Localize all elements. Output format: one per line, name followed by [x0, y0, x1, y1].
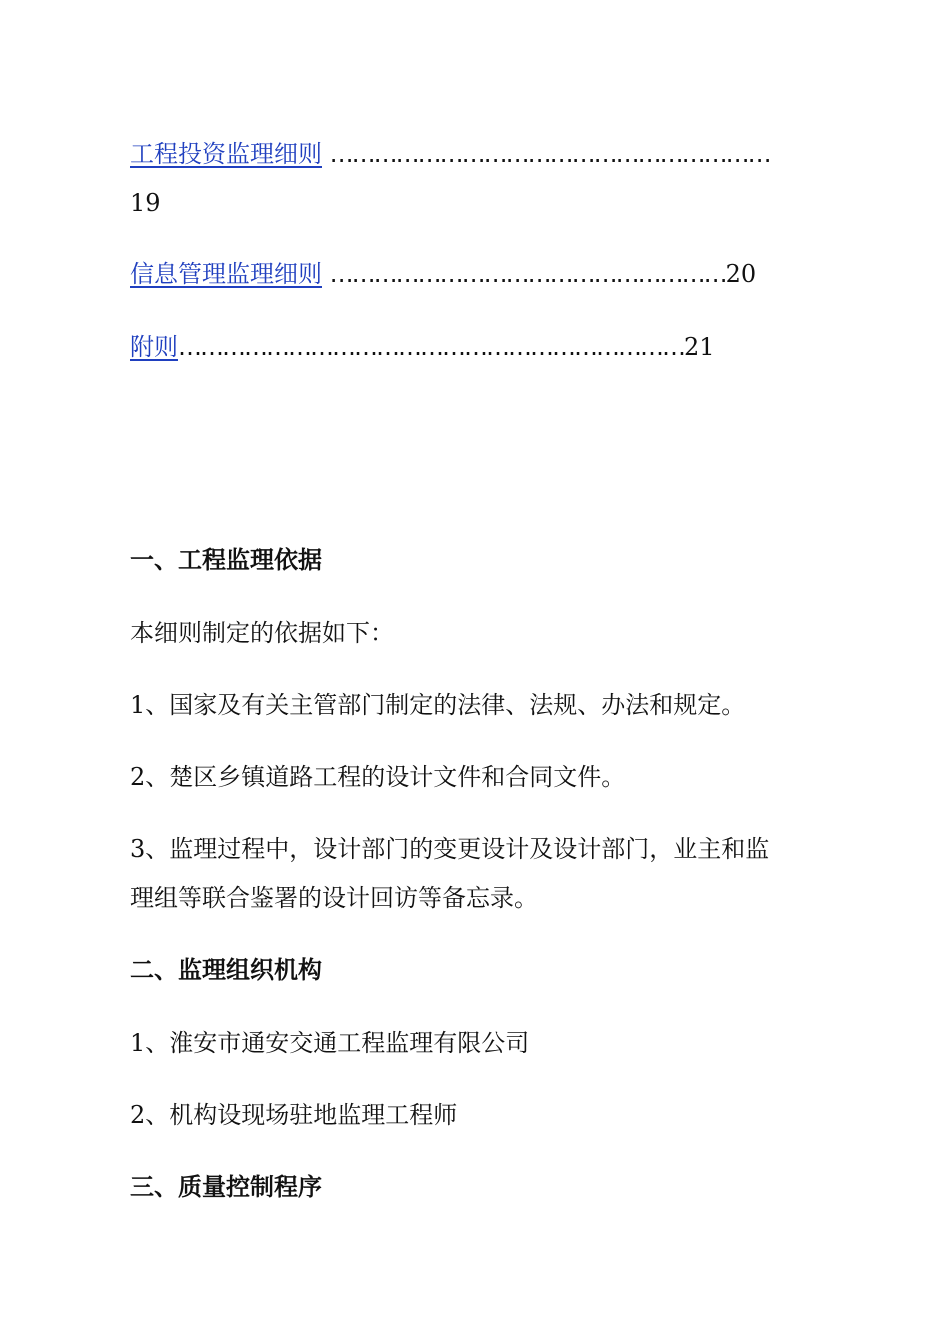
toc-entry-appendix[interactable]	[130, 332, 715, 362]
toc-link-information[interactable]: 信息管理监理细则	[130, 260, 322, 288]
section-heading: 一、工程监理依据	[130, 546, 322, 574]
toc-page-number: 20	[725, 260, 757, 288]
toc-page-number: 21	[684, 333, 715, 361]
section-heading: 二、监理组织机构	[130, 956, 322, 984]
toc-leader-dots: ……………………………………………………	[329, 140, 770, 168]
toc-leader-dots: ……………………………………………………………	[178, 333, 684, 361]
list-item: 1、淮安市通安交通工程监理有限公司	[130, 1029, 530, 1057]
section-heading: 三、质量控制程序	[130, 1173, 322, 1201]
toc-link-appendix[interactable]: 附则	[130, 333, 178, 361]
list-item: 理组等联合鉴署的设计回访等备忘录。	[130, 884, 538, 912]
list-item: 3、监理过程中，设计部门的变更设计及设计部门，业主和监	[130, 835, 770, 863]
toc-leader-dots: ………………………………………………	[329, 260, 726, 288]
list-item: 2、机构设现场驻地监理工程师	[130, 1101, 458, 1129]
paragraph: 本细则制定的依据如下：	[130, 619, 394, 647]
list-item: 2、楚区乡镇道路工程的设计文件和合同文件。	[130, 763, 626, 791]
toc-entry-investment[interactable]	[130, 139, 770, 169]
toc-entry-information[interactable]	[130, 259, 756, 289]
toc-page-number: 19	[130, 189, 161, 217]
list-item: 1、国家及有关主管部门制定的法律、法规、办法和规定。	[130, 691, 746, 719]
toc-link-investment[interactable]: 工程投资监理细则	[130, 140, 322, 168]
